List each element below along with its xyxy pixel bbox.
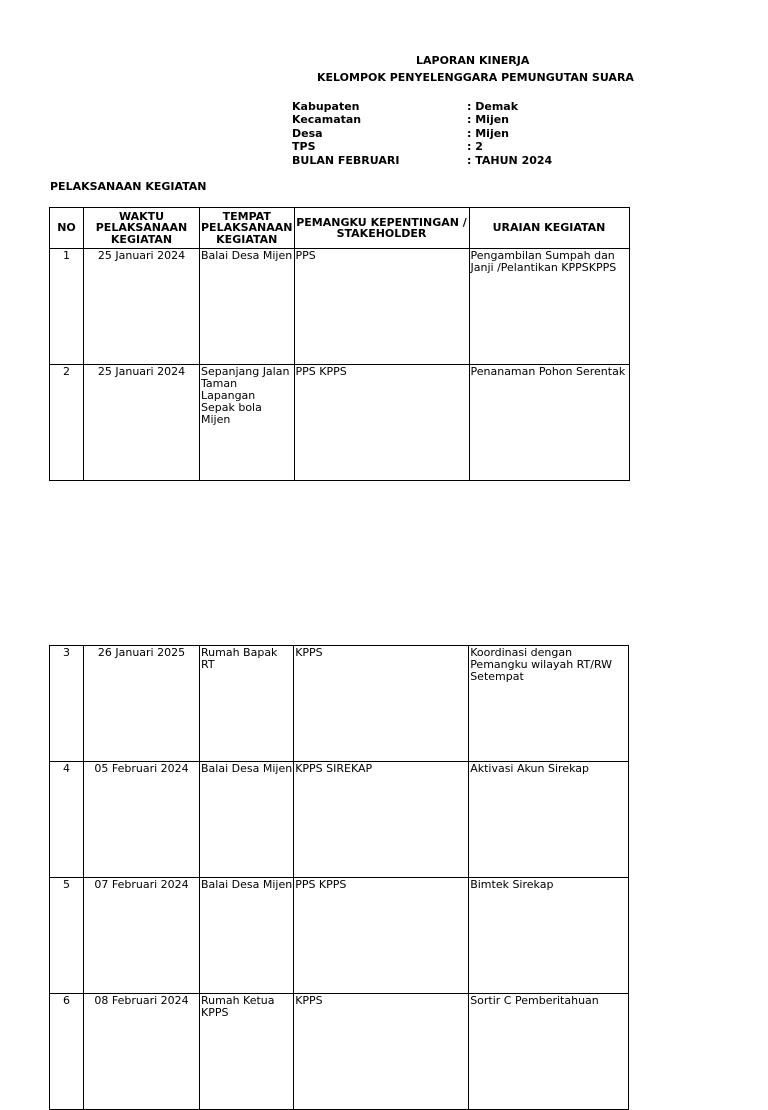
activity-table: [49, 207, 630, 481]
cell-stakeholder: PPS KPPS: [294, 365, 469, 481]
cell-description: Penanaman Pohon Serentak: [469, 365, 629, 481]
cell-no: 5: [50, 878, 84, 994]
cell-place: Sepanjang Jalan Taman Lapangan Sepak bola Mijen: [200, 365, 295, 481]
header-description: URAIAN KEGIATAN: [469, 208, 629, 249]
cell-description: Aktivasi Akun Sirekap: [469, 762, 629, 878]
info-label: BULAN FEBRUARI: [292, 153, 400, 167]
cell-stakeholder: PPS: [294, 249, 469, 365]
info-value: : TAHUN 2024: [467, 153, 553, 167]
table-row: [50, 646, 629, 762]
report-subtitle: KELOMPOK PENYELENGGARA PEMUNGUTAN SUARA: [317, 71, 634, 84]
cell-no: 2: [50, 365, 84, 481]
cell-place: Rumah Bapak RT: [200, 646, 294, 762]
header-stakeholder: PEMANGKU KEPENTINGAN / STAKEHOLDER: [294, 208, 469, 249]
info-row-tps: [292, 140, 552, 153]
cell-place: Balai Desa Mijen: [200, 878, 294, 994]
table-header-row: [50, 208, 630, 249]
table-row: [50, 994, 629, 1110]
info-label: Kabupaten: [292, 100, 360, 113]
info-row-desa: [292, 127, 552, 140]
cell-stakeholder: KPPS SIREKAP: [294, 762, 469, 878]
table-row: [50, 878, 629, 994]
header-time: WAKTU PELAKSANAAN KEGIATAN: [84, 208, 200, 249]
info-row-kabupaten: [292, 100, 552, 113]
cell-place: Balai Desa Mijen: [200, 249, 295, 365]
cell-no: 3: [50, 646, 84, 762]
cell-time: 26 Januari 2025: [84, 646, 200, 762]
info-value: : Mijen: [467, 113, 510, 127]
info-block: [292, 100, 552, 167]
table-row: [50, 249, 630, 365]
info-label: Desa: [292, 126, 323, 140]
cell-stakeholder: PPS KPPS: [294, 878, 469, 994]
cell-description: Koordinasi dengan Pemangku wilayah RT/RW Setempat: [469, 646, 629, 762]
cell-time: 25 Januari 2024: [84, 365, 200, 481]
header-no: NO: [50, 208, 84, 249]
info-value: : Demak: [467, 100, 519, 113]
activity-table-continued: [49, 645, 629, 1110]
table-row: [50, 762, 629, 878]
cell-description: Sortir C Pemberitahuan: [469, 994, 629, 1110]
info-label: TPS: [292, 140, 316, 154]
cell-no: 4: [50, 762, 84, 878]
info-value: : Mijen: [467, 126, 510, 140]
cell-place: Rumah Ketua KPPS: [200, 994, 294, 1110]
cell-place: Balai Desa Mijen: [200, 762, 294, 878]
table-row: [50, 365, 630, 481]
cell-time: 05 Februari 2024: [84, 762, 200, 878]
cell-stakeholder: KPPS: [294, 994, 469, 1110]
info-row-kecamatan: [292, 113, 552, 126]
cell-description: Pengambilan Sumpah dan Janji /Pelantikan KPPSKPPS: [469, 249, 629, 365]
cell-no: 6: [50, 994, 84, 1110]
section-title: PELAKSANAAN KEGIATAN: [50, 180, 207, 193]
report-title: LAPORAN KINERJA: [416, 54, 530, 67]
info-label: Kecamatan: [292, 113, 362, 127]
cell-stakeholder: KPPS: [294, 646, 469, 762]
cell-time: 25 Januari 2024: [84, 249, 200, 365]
cell-time: 08 Februari 2024: [84, 994, 200, 1110]
cell-description: Bimtek Sirekap: [469, 878, 629, 994]
info-value: : 2: [467, 140, 483, 154]
cell-no: 1: [50, 249, 84, 365]
cell-time: 07 Februari 2024: [84, 878, 200, 994]
header-place: TEMPAT PELAKSANAAN KEGIATAN: [200, 208, 295, 249]
info-row-bulan: [292, 154, 552, 167]
